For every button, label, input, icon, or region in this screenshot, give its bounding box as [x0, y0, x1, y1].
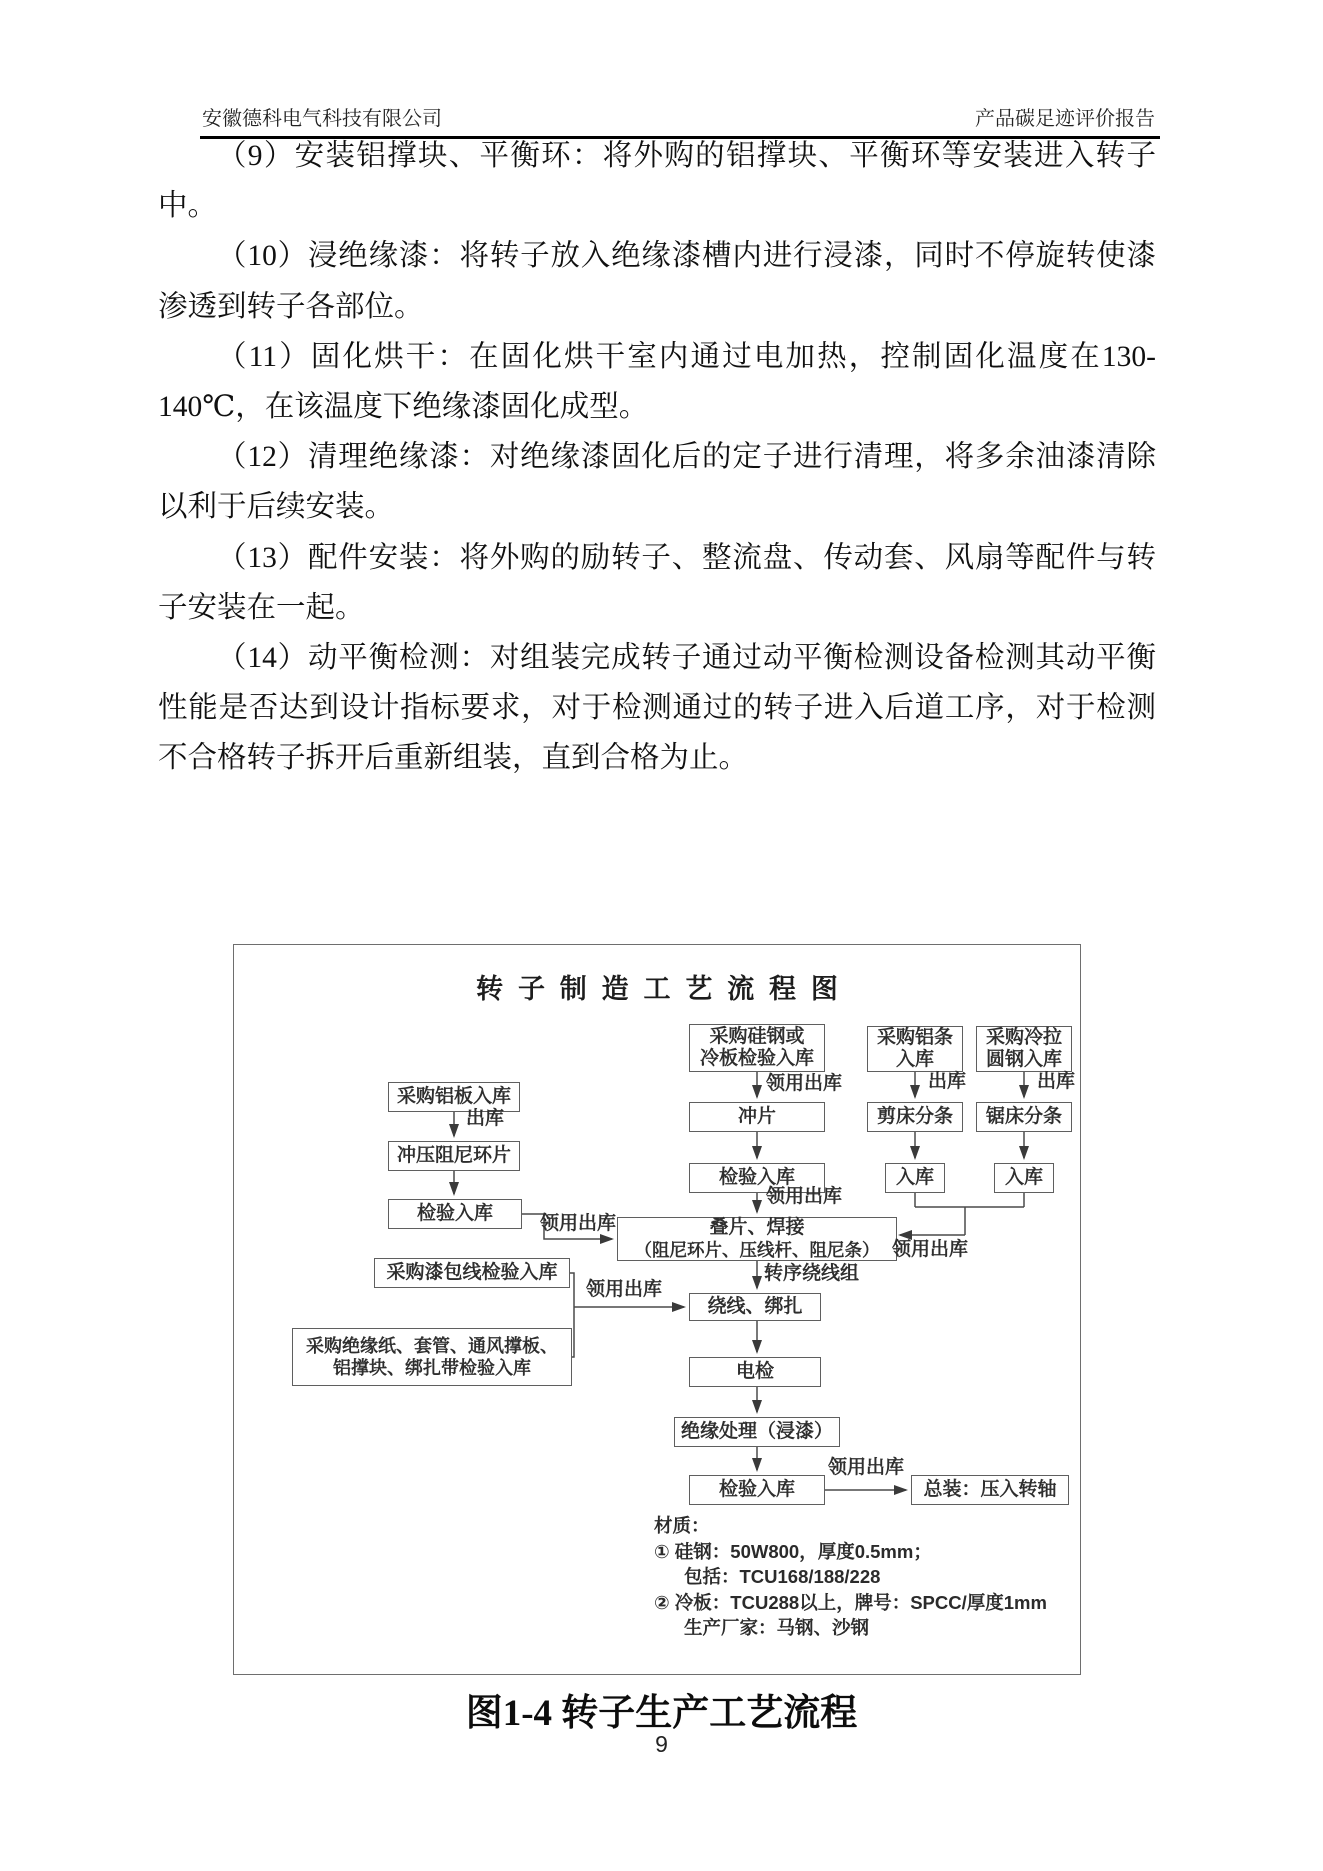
node-label: 冲压阻尼环片	[396, 1145, 511, 1166]
flow-node-insulation-dip	[674, 1417, 840, 1447]
node-label: 铝撑块、绑扎带检验入库	[333, 1358, 531, 1378]
node-label: 绕线、绑扎	[707, 1296, 803, 1317]
figure-caption: 图1-4 转子生产工艺流程	[465, 1693, 858, 1734]
paragraph-10: （10）浸绝缘漆：将转子放入绝缘漆槽内进行浸漆，同时不停旋转使漆渗透到转子各部位。	[158, 240, 1156, 323]
edge-label-outbound: 出库	[466, 1108, 505, 1129]
node-label: 采购铝条	[876, 1027, 953, 1048]
paragraph-9: （9）安装铝撑块、平衡环：将外购的铝撑块、平衡环等安装进入转子中。	[158, 140, 1156, 223]
flow-node-damper-ring-punch	[388, 1141, 520, 1171]
node-label: 剪床分条	[876, 1106, 953, 1127]
edge-label-issue-outbound: 领用出库	[892, 1239, 969, 1260]
node-label: 采购铝板入库	[396, 1086, 511, 1107]
node-label: 叠片、焊接	[709, 1217, 805, 1238]
flow-node-electric-check	[689, 1357, 821, 1387]
edge-label-issue-outbound: 领用出库	[540, 1213, 617, 1234]
page-number: 9	[655, 1731, 668, 1757]
flow-node-inspect-warehouse-left	[388, 1199, 522, 1229]
edge-label-outbound: 出库	[1037, 1071, 1076, 1092]
node-label: 采购绝缘纸、套管、通风撑板、	[306, 1336, 558, 1356]
flow-node-purchase-aluminum-bar	[867, 1026, 963, 1072]
header-company: 安徽德科电气科技有限公司	[202, 108, 442, 130]
node-label: 绝缘处理（浸漆）	[680, 1421, 833, 1442]
flowchart-figure	[233, 944, 1081, 1675]
flow-node-inspect-warehouse-final	[689, 1475, 825, 1505]
node-label: 检验入库	[416, 1203, 493, 1224]
edge-label-outbound: 出库	[928, 1071, 967, 1092]
flow-node-shear-slitting	[867, 1102, 963, 1132]
node-label: 检验入库	[718, 1167, 795, 1188]
node-label: 检验入库	[718, 1479, 795, 1500]
paragraph-11: （11）固化烘干：在固化烘干室内通过电加热，控制固化温度在130-140℃，在该温度下绝缘漆固化成型。	[158, 340, 1156, 424]
edge-label-transfer-winding: 转序绕线组	[764, 1263, 860, 1284]
notes-line: ② 冷板：TCU288以上，牌号：SPCC/厚度1mm	[654, 1591, 1047, 1613]
flow-node-saw-slitting	[976, 1102, 1072, 1132]
node-label: 总装：压入转轴	[923, 1479, 1057, 1500]
edge-label-issue-outbound: 领用出库	[766, 1186, 843, 1207]
notes-title: 材质：	[654, 1515, 710, 1536]
node-label: 入库	[895, 1167, 934, 1188]
flow-node-purchase-silicon-steel	[689, 1024, 825, 1072]
notes-line: ① 硅钢：50W800，厚度0.5mm；	[654, 1540, 932, 1562]
flow-node-stock-b	[994, 1163, 1054, 1193]
notes-line: 生产厂家：马钢、沙钢	[684, 1617, 870, 1639]
node-label: 冷板检验入库	[699, 1048, 814, 1069]
node-label: 冲片	[737, 1106, 776, 1127]
flow-node-purchase-enamel-wire	[374, 1258, 570, 1288]
node-label: 采购漆包线检验入库	[386, 1262, 558, 1283]
node-label: 采购冷拉	[985, 1027, 1062, 1048]
node-label: 采购硅钢或	[709, 1026, 805, 1047]
paragraph-12: （12）清理绝缘漆：对绝缘漆固化后的定子进行清理，将多余油漆清除以利于后续安装。	[158, 441, 1156, 524]
flow-node-stack-weld	[617, 1217, 897, 1261]
flow-node-purchase-cold-drawn-rod	[976, 1026, 1072, 1072]
edge-label-issue-outbound: 领用出库	[586, 1279, 663, 1300]
node-label: 锯床分条	[985, 1106, 1062, 1127]
node-label: （阻尼环片、压线杆、阻尼条）	[634, 1240, 880, 1260]
flow-node-assembly-press-shaft	[911, 1475, 1069, 1505]
flow-node-punching	[689, 1102, 825, 1132]
node-label: 圆钢入库	[985, 1049, 1062, 1070]
edge-label-issue-outbound: 领用出库	[766, 1073, 843, 1094]
notes-line: 包括：TCU168/188/228	[684, 1566, 881, 1588]
paragraph-14: （14）动平衡检测：对组装完成转子通过动平衡检测设备检测其动平衡性能是否达到设计指标要求，对于检测通过的转子进入后道工序，对于检测不合格转子拆开后重新组装，直到合格为止。	[158, 642, 1156, 775]
edge-label-issue-outbound: 领用出库	[828, 1457, 905, 1478]
flowchart-title: 转子制造工艺流程图	[476, 974, 853, 1004]
node-label: 入库	[1004, 1167, 1043, 1188]
body-text	[158, 131, 1156, 784]
node-label: 电检	[735, 1361, 774, 1382]
header-report-title: 产品碳足迹评价报告	[975, 108, 1155, 130]
flow-node-stock-a	[885, 1163, 945, 1193]
node-label: 入库	[895, 1049, 934, 1070]
paragraph-13: （13）配件安装：将外购的励转子、整流盘、传动套、风扇等配件与转子安装在一起。	[158, 541, 1156, 624]
flow-node-purchase-insulation-materials	[292, 1328, 572, 1386]
flow-node-winding-binding	[689, 1293, 821, 1321]
material-notes	[654, 1513, 1064, 1641]
